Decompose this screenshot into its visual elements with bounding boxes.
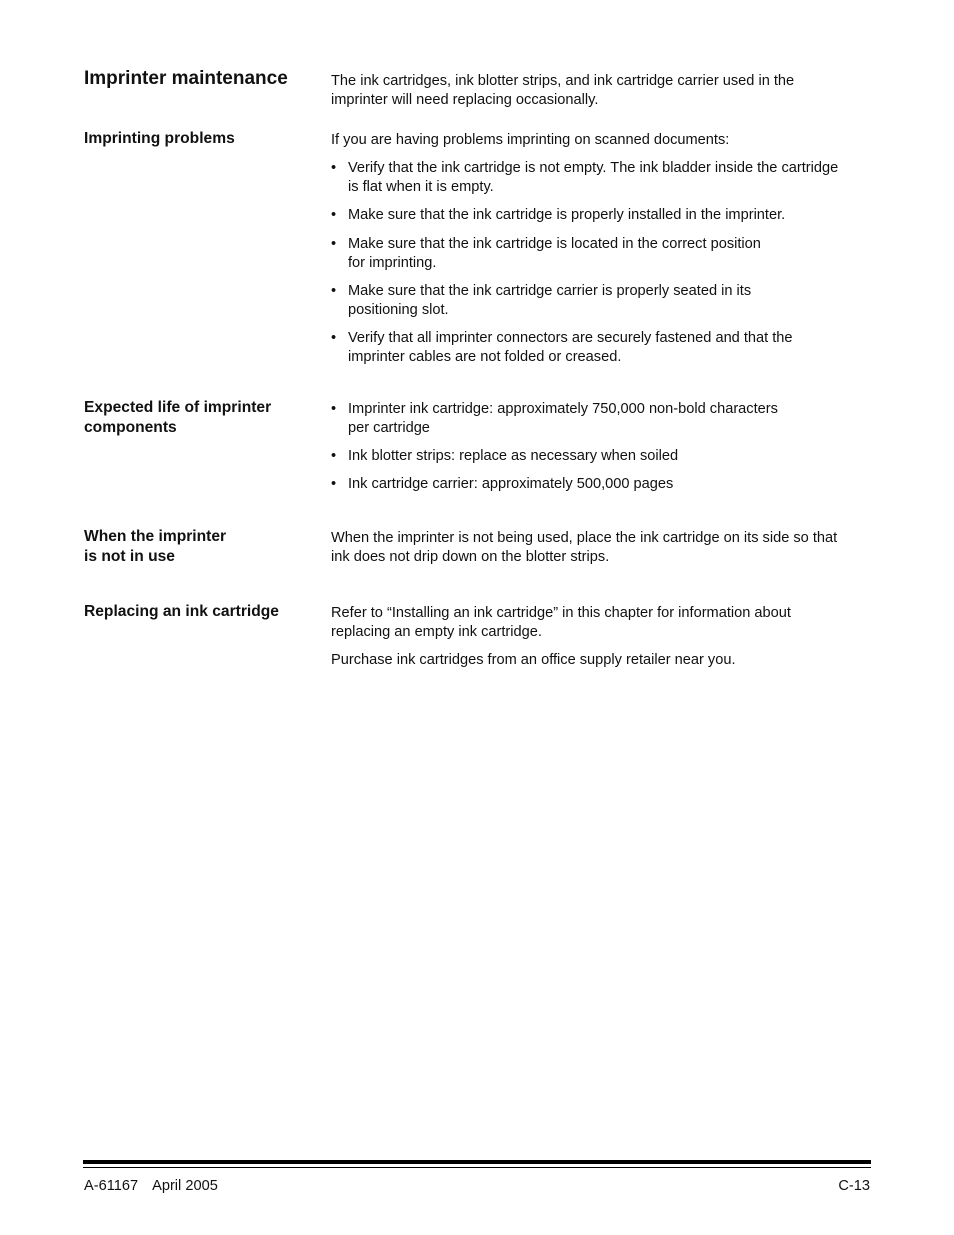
maintenance-paragraph: The ink cartridges, ink blotter strips, and ink cartridge carrier used in the imprinter will need replacing occasionally. xyxy=(331,73,795,108)
footer-left xyxy=(84,1177,218,1195)
replacing-content xyxy=(331,604,876,670)
page-title: Imprinter maintenance xyxy=(84,68,288,89)
list-item: • Make sure that the ink cartridge is located in the correct position for imprinting. xyxy=(331,235,876,273)
doc-date: April 2005 xyxy=(152,1178,218,1194)
maintenance-text xyxy=(331,72,876,110)
imprinting-problems-content xyxy=(331,131,876,367)
footer-rule-thin xyxy=(83,1167,871,1168)
expected-life-content xyxy=(331,400,876,494)
list-item: • Imprinter ink cartridge: approximately 750,000 non-bold characters per cartridge xyxy=(331,400,876,438)
list-item: • Make sure that the ink cartridge carrier is properly seated in its positioning slot. xyxy=(331,282,876,320)
section-heading-not-in-use xyxy=(84,527,226,567)
not-in-use-content xyxy=(331,529,876,567)
list-item: • Verify that the ink cartridge is not empty. The ink bladder inside the cartridge is flat when it is empty. xyxy=(331,159,876,197)
cross-reference-text: Refer to “Installing an ink cartridge” in this chapter for information about replacing an empty ink cartridge. xyxy=(331,605,791,640)
section-heading-expected-life xyxy=(84,398,271,438)
section-heading-replacing: Replacing an ink cartridge xyxy=(84,603,279,620)
section-heading-imprinting-problems: Imprinting problems xyxy=(84,130,235,147)
expected-life-list xyxy=(331,400,876,494)
not-in-use-paragraph: When the imprinter is not being used, place the ink cartridge on its side so that ink does not drip down on the blotter strips. xyxy=(331,530,838,565)
replacing-paragraph xyxy=(331,604,876,642)
replacing-paragraph-2: Purchase ink cartridges from an office supply retailer near you. xyxy=(331,652,736,668)
heading-line: Expected life of imprinter xyxy=(84,399,272,416)
doc-number: A-61167 xyxy=(84,1178,139,1194)
footer-rule-thick xyxy=(83,1160,871,1164)
list-item: • Verify that all imprinter connectors are securely fastened and that the imprinter cables are not folded or creased. xyxy=(331,329,876,367)
imprinting-problems-intro: If you are having problems imprinting on scanned documents: xyxy=(331,132,730,148)
list-item: • Ink blotter strips: replace as necessary when soiled xyxy=(331,447,876,466)
heading-line: components xyxy=(84,419,177,436)
heading-line: When the imprinter xyxy=(84,528,227,545)
imprinting-problems-list xyxy=(331,159,876,367)
list-item: • Ink cartridge carrier: approximately 500,000 pages xyxy=(331,475,876,494)
list-item: • Make sure that the ink cartridge is properly installed in the imprinter. xyxy=(331,206,876,225)
heading-line: is not in use xyxy=(84,548,175,565)
page-number: C-13 xyxy=(838,1178,870,1194)
